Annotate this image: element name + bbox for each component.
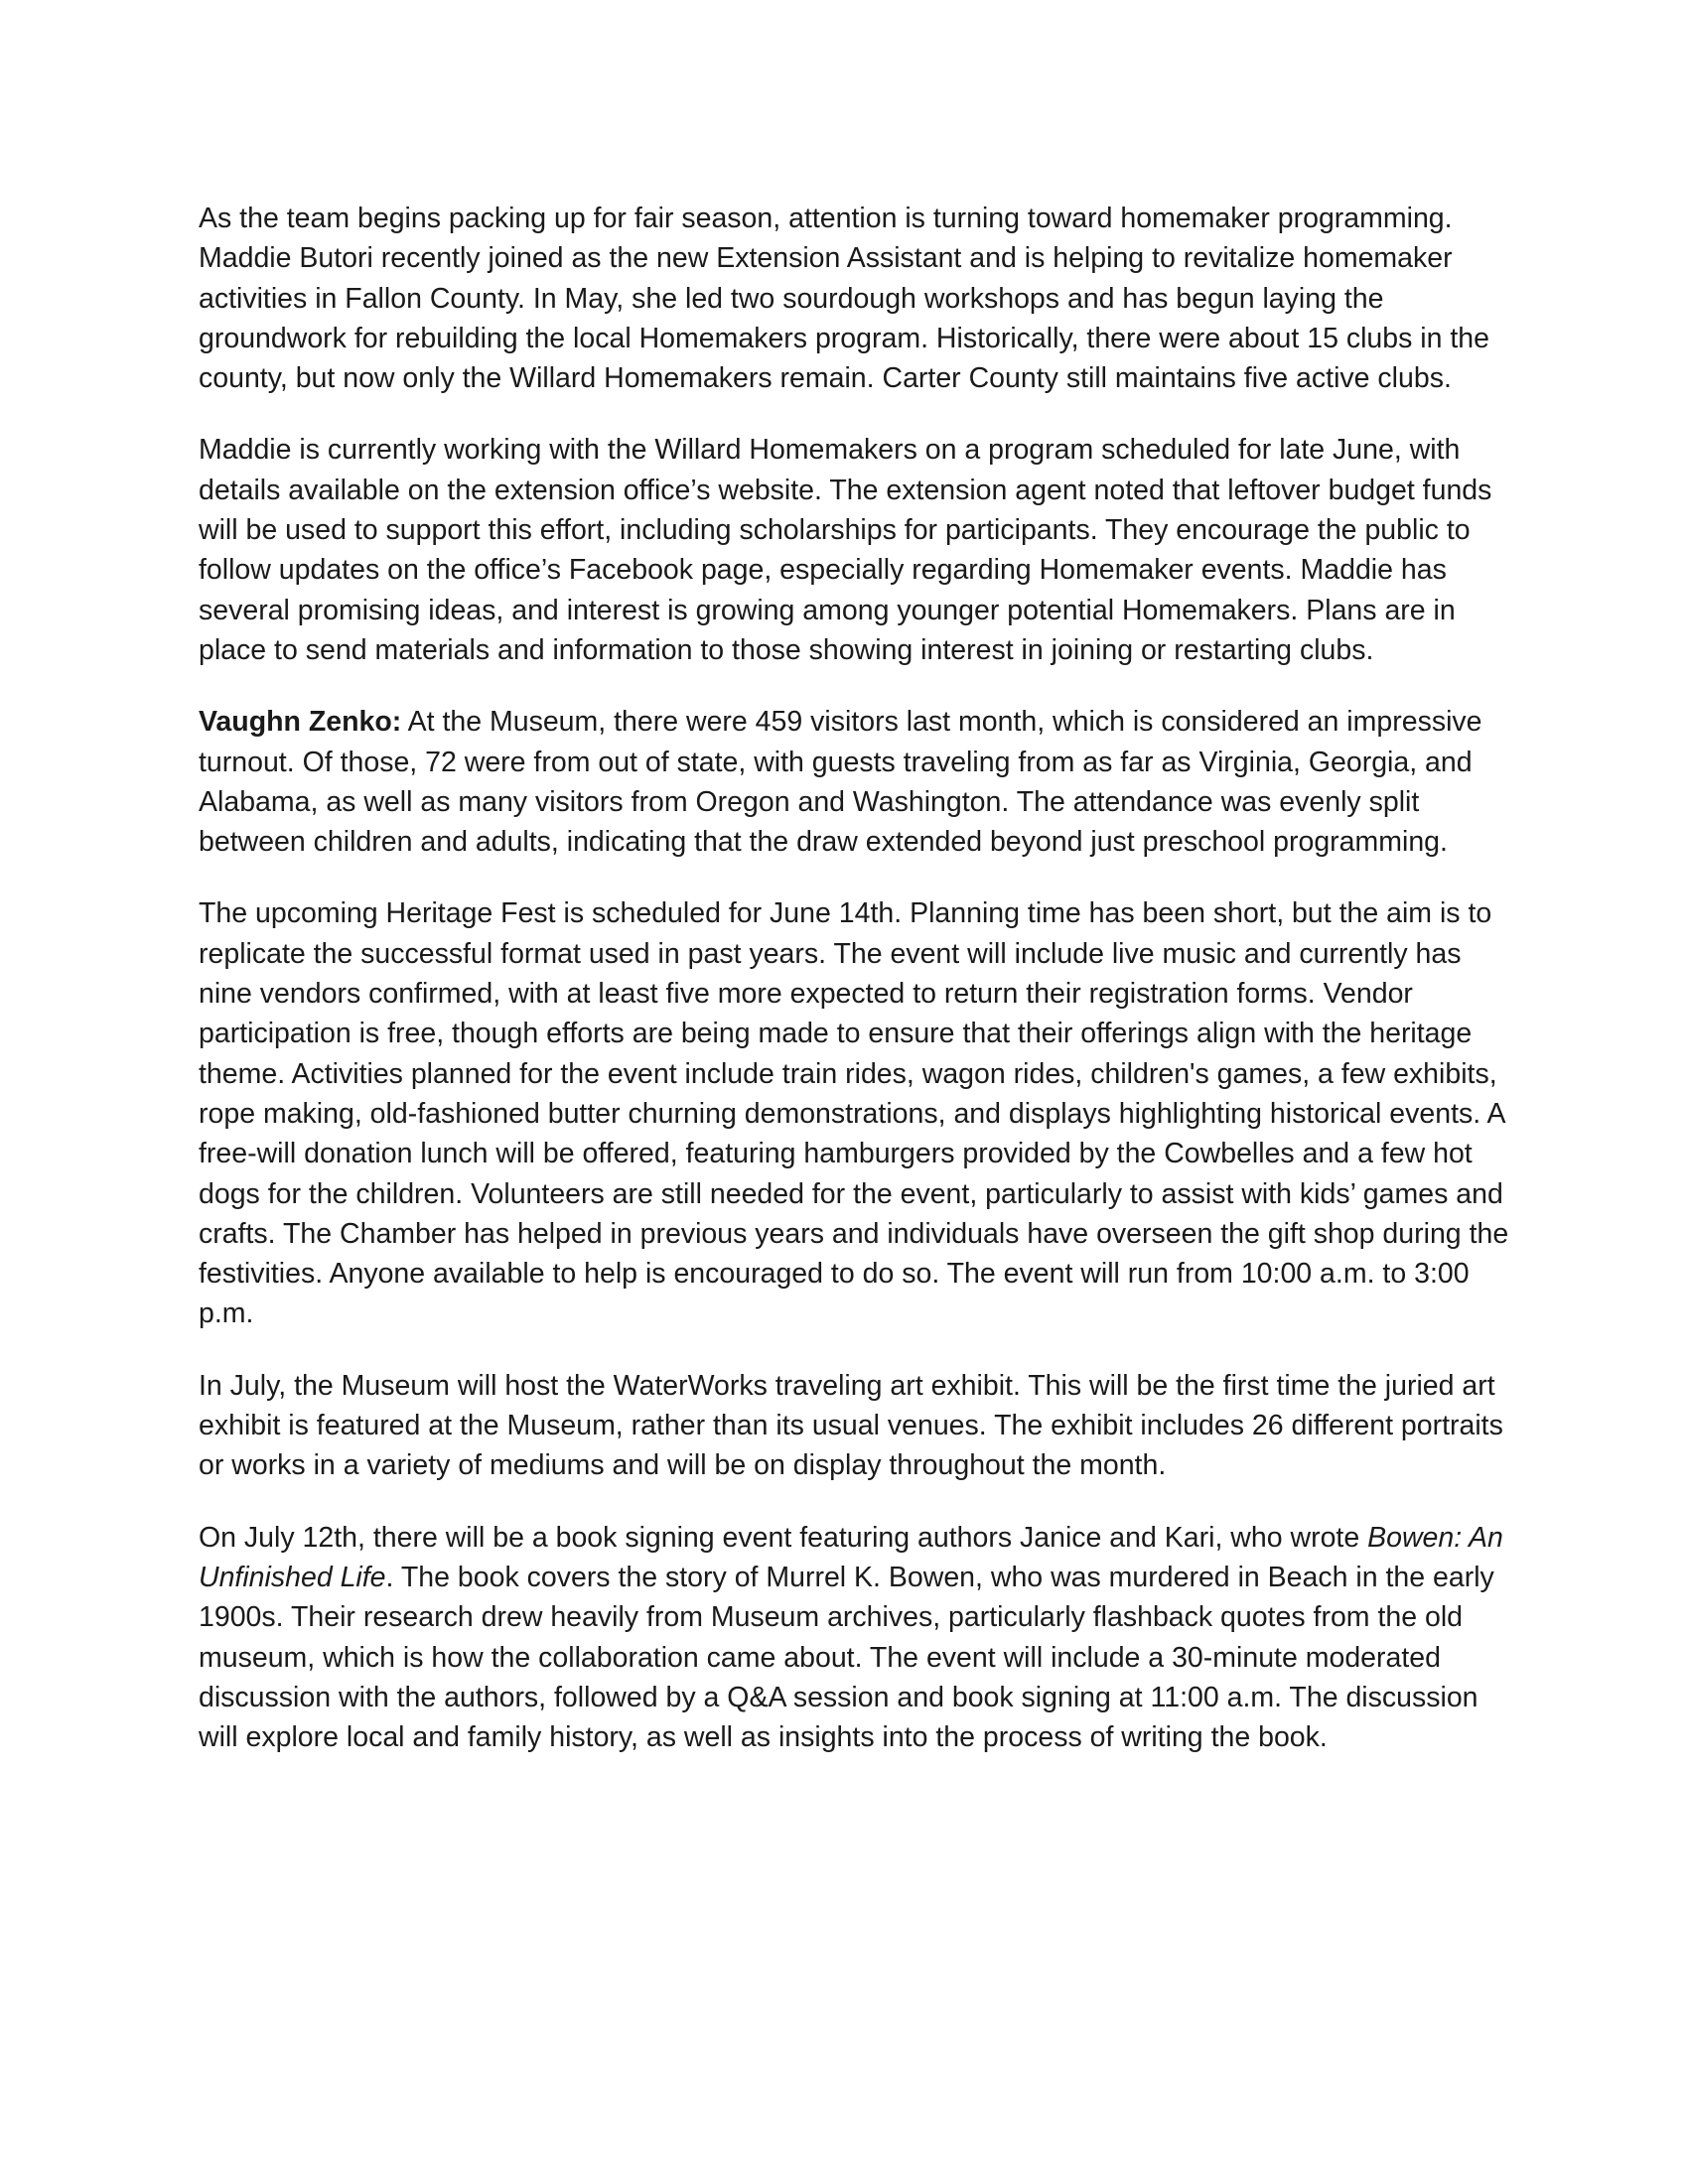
paragraph-text: At the Museum, there were 459 visitors last month, which is considered an impressive turnout. Of those, 72 were from out of state, with guests traveling from as far as Virginia, Georgia, and Alabama, as well as many visitors from Oregon and Washington. The attendance was evenly split between children and adults, indicating that the draw extended beyond just preschool programming. [199,706,1482,859]
paragraph-museum-visitors [199,702,1509,862]
document-body [199,199,1509,1789]
book-title: Bowen: An Unfinished Life [199,1521,1503,1593]
paragraph-heritage-fest: The upcoming Heritage Fest is scheduled for June 14th. Planning time has been short, but the aim is to replicate the successful format used in past years. The event will include live music and currently has nine vendors confirmed, with at least five more expected to return their registration forms. Vendor participation is free, though efforts are being made to ensure that their offerings align with the heritage theme. Activities planned for the event include train rides, wagon rides, children's games, a few exhibits, rope making, old-fashioned butter churning demonstrations, and displays highlighting historical events. A free-will donation lunch will be offered, featuring hamburgers provided by the Cowbelles and a few hot dogs for the children. Volunteers are still needed for the event, particularly to assist with kids’ games and crafts. The Chamber has helped in previous years and individuals have overseen the gift shop during the festivities. Anyone available to help is encouraged to do so. The event will run from 10:00 a.m. to 3:00 p.m. [199,897,1509,1330]
paragraph-homemaker-programming: As the team begins packing up for fair season, attention is turning toward homemaker programming. Maddie Butori recently joined as the new Extension Assistant and is helping to revitalize homemaker activities in Fallon County. In May, she led two sourdough workshops and has begun laying the groundwork for rebuilding the local Homemakers program. Historically, there were about 15 clubs in the county, but now only the Willard Homemakers remain. Carter County still maintains five active clubs. [199,203,1490,395]
speaker-name: Vaughn Zenko: [199,706,402,739]
paragraph-book-signing [199,1518,1509,1758]
paragraph-text: On July 12th, there will be a book signing event featuring authors Janice and Kari, who wrote [199,1521,1368,1554]
paragraph-willard-homemakers: Maddie is currently working with the Willard Homemakers on a program scheduled for late June, with details available on the extension office’s website. The extension agent noted that leftover budget funds will be used to support this effort, including scholarships for participants. They encourage the public to follow updates on the office’s Facebook page, especially regarding Homemaker events. Maddie has several promising ideas, and interest is growing among younger potential Homemakers. Plans are in place to send materials and information to those showing interest in joining or restarting clubs. [199,434,1492,666]
paragraph-text: . The book covers the story of Murrel K. Bowen, who was murdered in Beach in the early 1900s. Their research drew heavily from Museum archives, particularly flashback quotes from the old museum, which is how the collaboration came about. The event will include a 30-minute moderated discussion with the authors, followed by a Q&A session and book signing at 11:00 a.m. The discussion will explore local and family history, as well as insights into the process of writing the book. [199,1561,1494,1754]
paragraph-waterworks-exhibit: In July, the Museum will host the WaterWorks traveling art exhibit. This will be the first time the juried art exhibit is featured at the Museum, rather than its usual venues. The exhibit includes 26 different portraits or works in a variety of mediums and will be on display throughout the month. [199,1369,1503,1482]
